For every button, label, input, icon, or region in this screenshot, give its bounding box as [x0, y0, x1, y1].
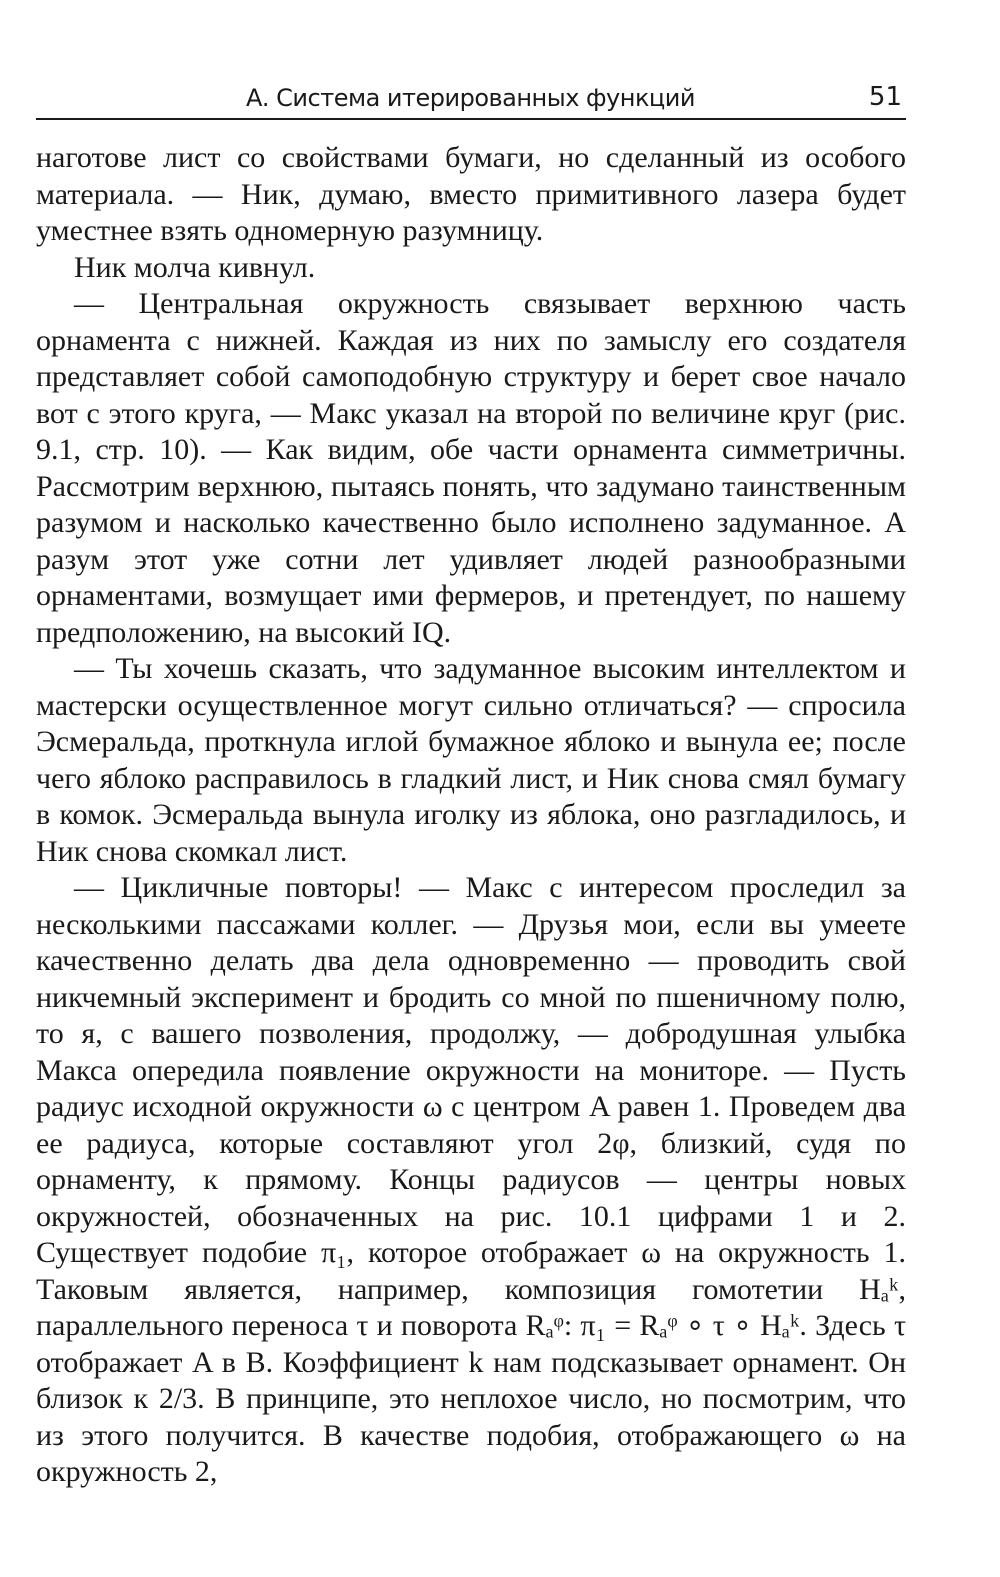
paragraph: наготове лист со свойствами бумаги, но сделанный из особого материала. — Ник, думаю, вместо примитивного лазера будет уместнее взять одномерную разумницу. [36, 141, 906, 247]
paragraph: Ник молча кивнул. [74, 250, 316, 284]
paragraph: — Цикличные повторы! — Макс с интересом проследил за несколькими пассажами коллег. — Друзья мои, если вы умеете качественно делать два дела одновременно — проводить свой никчемный эксперимент и бродить со мной по пшеничному полю, то я, с вашего позволения, продолжу, — добродушная улыбка Макса опередила появление окружности на мониторе. — Пусть радиус исходной окружности ω с центром A равен 1. Проведем два ее радиуса, которые составляют угол 2φ, близкий, судя по орнаменту, к прямому. Концы радиусов — центры новых окружностей, обозначенных на рис. 10.1 цифрами 1 и 2. Существует подобие π₁, которое отображает ω на окружность 1. Таковым является, например, композиция гомотетии Hₐᵏ, параллельного переноса τ и поворота Rₐᵠ: π₁ = Rₐᵠ ∘ τ ∘ Hₐᵏ. Здесь τ отображает A в B. Коэффициент k нам подсказывает орнамент. Он близок к 2/3. В принципе, это неплохое число, но посмотрим, что из этого получится. В качестве подобия, отображающего ω на окружность 2, [36, 871, 906, 1488]
paragraph: — Ты хочешь сказать, что задуманное высоким интеллектом и мастерски осуществленное могут сильно отличаться? — спросила Эсмеральда, проткнула иглой бумажное яблоко и вынула ее; после чего яблоко расправилось в гладкий лист, и Ник снова смял бумагу в комок. Эсмеральда вынула иголку из яблока, оно разгладилось, и Ник снова скомкал лист. [36, 652, 906, 868]
paragraph: — Центральная окружность связывает верхнюю часть орнамента с нижней. Каждая из них по замыслу его создателя представляет собой самоподобную структуру и берет свое начало вот с этого круга, — Макс указал на второй по величине круг (рис. 9.1, стр. 10). — Как видим, обе части орнамента симметричны. Рассмотрим верхнюю, пытаясь понять, что задумано таинственным разумом и насколько качественно было исполнено задуманное. А разум этот уже сотни лет удивляет людей разнообразными орнаментами, возмущает ими фермеров, и претендует, по нашему предположению, на высокий IQ. [36, 287, 906, 649]
running-header [36, 78, 906, 120]
book-page [36, 0, 906, 1577]
running-title: А. Система итерированных функций [246, 84, 695, 112]
page-number: 51 [868, 82, 902, 112]
body-text [36, 140, 906, 1491]
